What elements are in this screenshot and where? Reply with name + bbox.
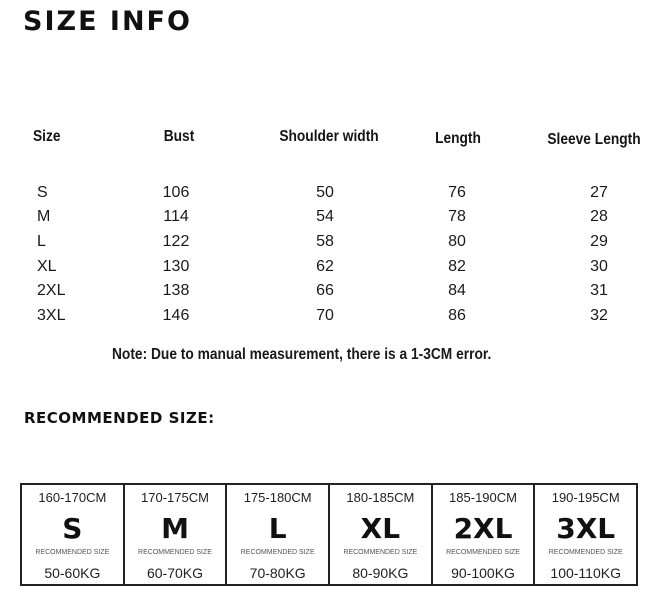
recommended-size-caption: RECOMMENDED SIZE bbox=[446, 549, 520, 556]
recommended-size-card bbox=[533, 485, 636, 584]
page-title: SIZE INFO bbox=[23, 6, 192, 37]
size-cell: XL bbox=[37, 258, 57, 275]
shoulder-cell: 70 bbox=[316, 307, 334, 324]
weight-range: 100-110KG bbox=[550, 565, 621, 581]
bust-cell: 106 bbox=[162, 184, 190, 201]
length-cell: 78 bbox=[448, 208, 466, 225]
recommended-size-caption: RECOMMENDED SIZE bbox=[35, 549, 110, 556]
sleeve-cell: 28 bbox=[590, 208, 608, 225]
size-cell: 2XL bbox=[37, 282, 66, 299]
length-cell: 82 bbox=[448, 258, 466, 275]
height-range: 185-190CM bbox=[449, 490, 517, 505]
recommended-size-caption: RECOMMENDED SIZE bbox=[343, 549, 418, 556]
sleeve-cell: 27 bbox=[590, 184, 608, 201]
sleeve-cell: 31 bbox=[590, 282, 608, 299]
sleeve-cell: 30 bbox=[590, 258, 608, 275]
bust-cell: 122 bbox=[162, 233, 190, 250]
recommended-size-card bbox=[225, 485, 328, 584]
size-cell: L bbox=[37, 233, 46, 250]
column-header-shoulder-width: Shoulder width bbox=[279, 128, 379, 145]
length-cell: 84 bbox=[448, 282, 466, 299]
length-cell: 80 bbox=[448, 233, 466, 250]
height-range: 190-195CM bbox=[551, 490, 620, 505]
column-header-bust: Bust bbox=[163, 128, 195, 145]
recommended-size-label: L bbox=[268, 512, 287, 545]
recommended-size-card bbox=[123, 485, 226, 584]
length-cell: 76 bbox=[448, 184, 466, 201]
weight-range: 90-100KG bbox=[451, 565, 515, 581]
size-cell: 3XL bbox=[37, 307, 66, 324]
sleeve-cell: 32 bbox=[590, 307, 608, 324]
recommended-size-label: 3XL bbox=[556, 512, 616, 545]
column-header-length: Length bbox=[435, 130, 481, 147]
recommended-size-label: 2XL bbox=[453, 512, 513, 545]
weight-range: 70-80KG bbox=[249, 565, 306, 581]
shoulder-cell: 58 bbox=[316, 233, 334, 250]
bust-cell: 130 bbox=[162, 258, 190, 275]
recommended-size-title: RECOMMENDED SIZE: bbox=[24, 409, 215, 427]
recommended-size-label: XL bbox=[360, 512, 401, 545]
recommended-size-label: M bbox=[161, 512, 189, 545]
bust-cell: 138 bbox=[162, 282, 190, 299]
shoulder-cell: 54 bbox=[316, 208, 334, 225]
size-cell: M bbox=[37, 208, 51, 225]
weight-range: 80-90KG bbox=[352, 565, 409, 581]
shoulder-cell: 50 bbox=[316, 184, 334, 201]
height-range: 170-175CM bbox=[141, 490, 209, 505]
recommended-size-caption: RECOMMENDED SIZE bbox=[240, 549, 315, 556]
recommended-size-card bbox=[431, 485, 534, 584]
recommended-size-table bbox=[20, 483, 638, 586]
weight-range: 50-60KG bbox=[44, 565, 101, 581]
shoulder-cell: 62 bbox=[316, 258, 334, 275]
weight-range: 60-70KG bbox=[146, 565, 204, 581]
height-range: 175-180CM bbox=[243, 490, 312, 505]
shoulder-cell: 66 bbox=[316, 282, 334, 299]
column-header-size: Size bbox=[33, 128, 61, 145]
recommended-size-caption: RECOMMENDED SIZE bbox=[138, 549, 212, 556]
column-header-sleeve-length: Sleeve Length bbox=[547, 131, 641, 148]
height-range: 160-170CM bbox=[38, 490, 107, 505]
recommended-size-card bbox=[22, 485, 123, 584]
length-cell: 86 bbox=[448, 307, 466, 324]
recommended-size-card bbox=[328, 485, 431, 584]
height-range: 180-185CM bbox=[346, 490, 415, 505]
bust-cell: 146 bbox=[162, 307, 190, 324]
sleeve-cell: 29 bbox=[590, 233, 608, 250]
recommended-size-label: S bbox=[62, 512, 83, 545]
bust-cell: 114 bbox=[163, 208, 189, 225]
size-cell: S bbox=[37, 184, 48, 201]
measurement-note: Note: Due to manual measurement, there is a 1-3CM error. bbox=[112, 346, 492, 363]
recommended-size-caption: RECOMMENDED SIZE bbox=[548, 549, 623, 556]
